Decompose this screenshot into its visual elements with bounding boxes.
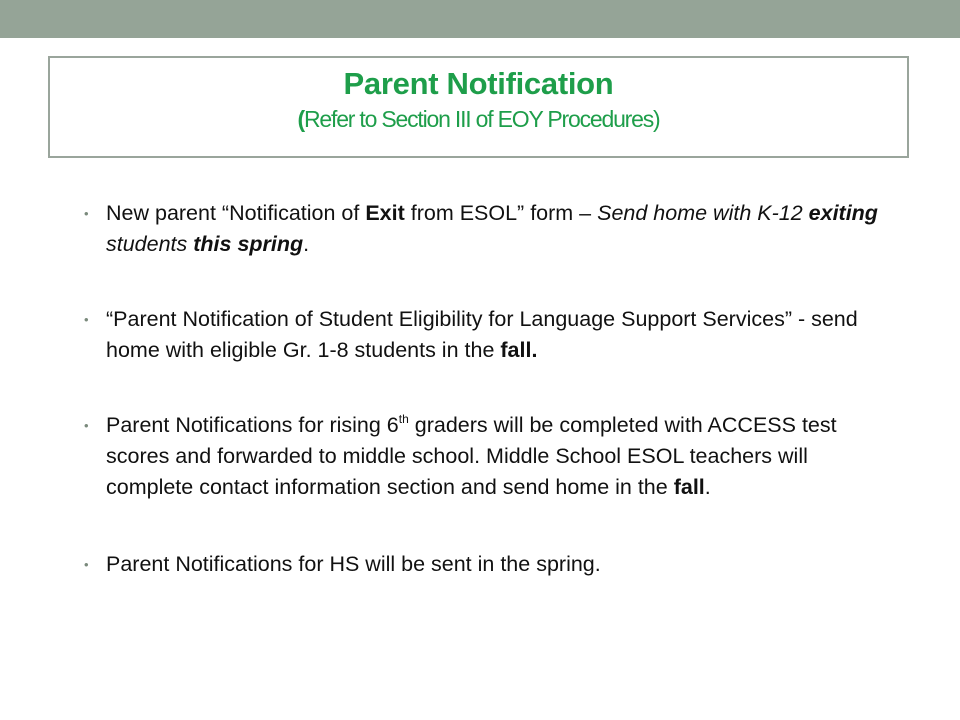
bullet-italic-text: Send home with K-12 — [597, 201, 809, 225]
bullet-bold-text: fall — [673, 475, 705, 499]
bullet-dot-icon: • — [84, 206, 89, 221]
slide-title: Parent Notification — [343, 66, 614, 101]
bullet-text: New parent “Notification of — [106, 201, 366, 225]
bullet-dot-icon: • — [84, 557, 89, 572]
bullet-bold-text: Exit — [365, 201, 405, 225]
bullet-eligibility — [84, 304, 884, 366]
bullet-list — [84, 198, 884, 580]
top-band — [0, 0, 960, 38]
bullet-exit-form — [84, 198, 884, 260]
bullet-rising-6th — [84, 410, 884, 503]
bullet-text: graders will be completed with ACCESS test scores and forwarded to middle school. Middle School ESOL teachers will complete contact information section and send home in the — [106, 413, 837, 499]
bullet-dot-icon: • — [84, 418, 89, 433]
bullet-bold-italic-text: this spring — [193, 232, 304, 256]
slide-subtitle — [50, 106, 907, 133]
bullet-dot-icon: • — [84, 312, 89, 327]
bullet-text: Parent Notifications for HS will be sent in the spring. — [106, 552, 601, 576]
subtitle-paren: ( — [297, 106, 304, 132]
bullet-bold-text: fall. — [500, 338, 538, 362]
bullet-text: . — [303, 232, 310, 256]
bullet-text: from ESOL” form – — [404, 201, 598, 225]
bullet-italic-text: students — [106, 232, 194, 256]
bullet-text: “Parent Notification of Student Eligibility for Language Support Services” - send home with eligible Gr. 1-8 students in the — [106, 307, 858, 362]
bullet-text: Parent Notifications for rising 6 — [106, 413, 399, 437]
bullet-text: . — [704, 475, 711, 499]
bullet-hs — [84, 549, 884, 580]
subtitle-text: Refer to Section III of EOY Procedures) — [304, 106, 660, 132]
bullet-bold-italic-text: exiting — [808, 201, 878, 225]
superscript: th — [398, 412, 409, 426]
title-box — [48, 56, 909, 158]
